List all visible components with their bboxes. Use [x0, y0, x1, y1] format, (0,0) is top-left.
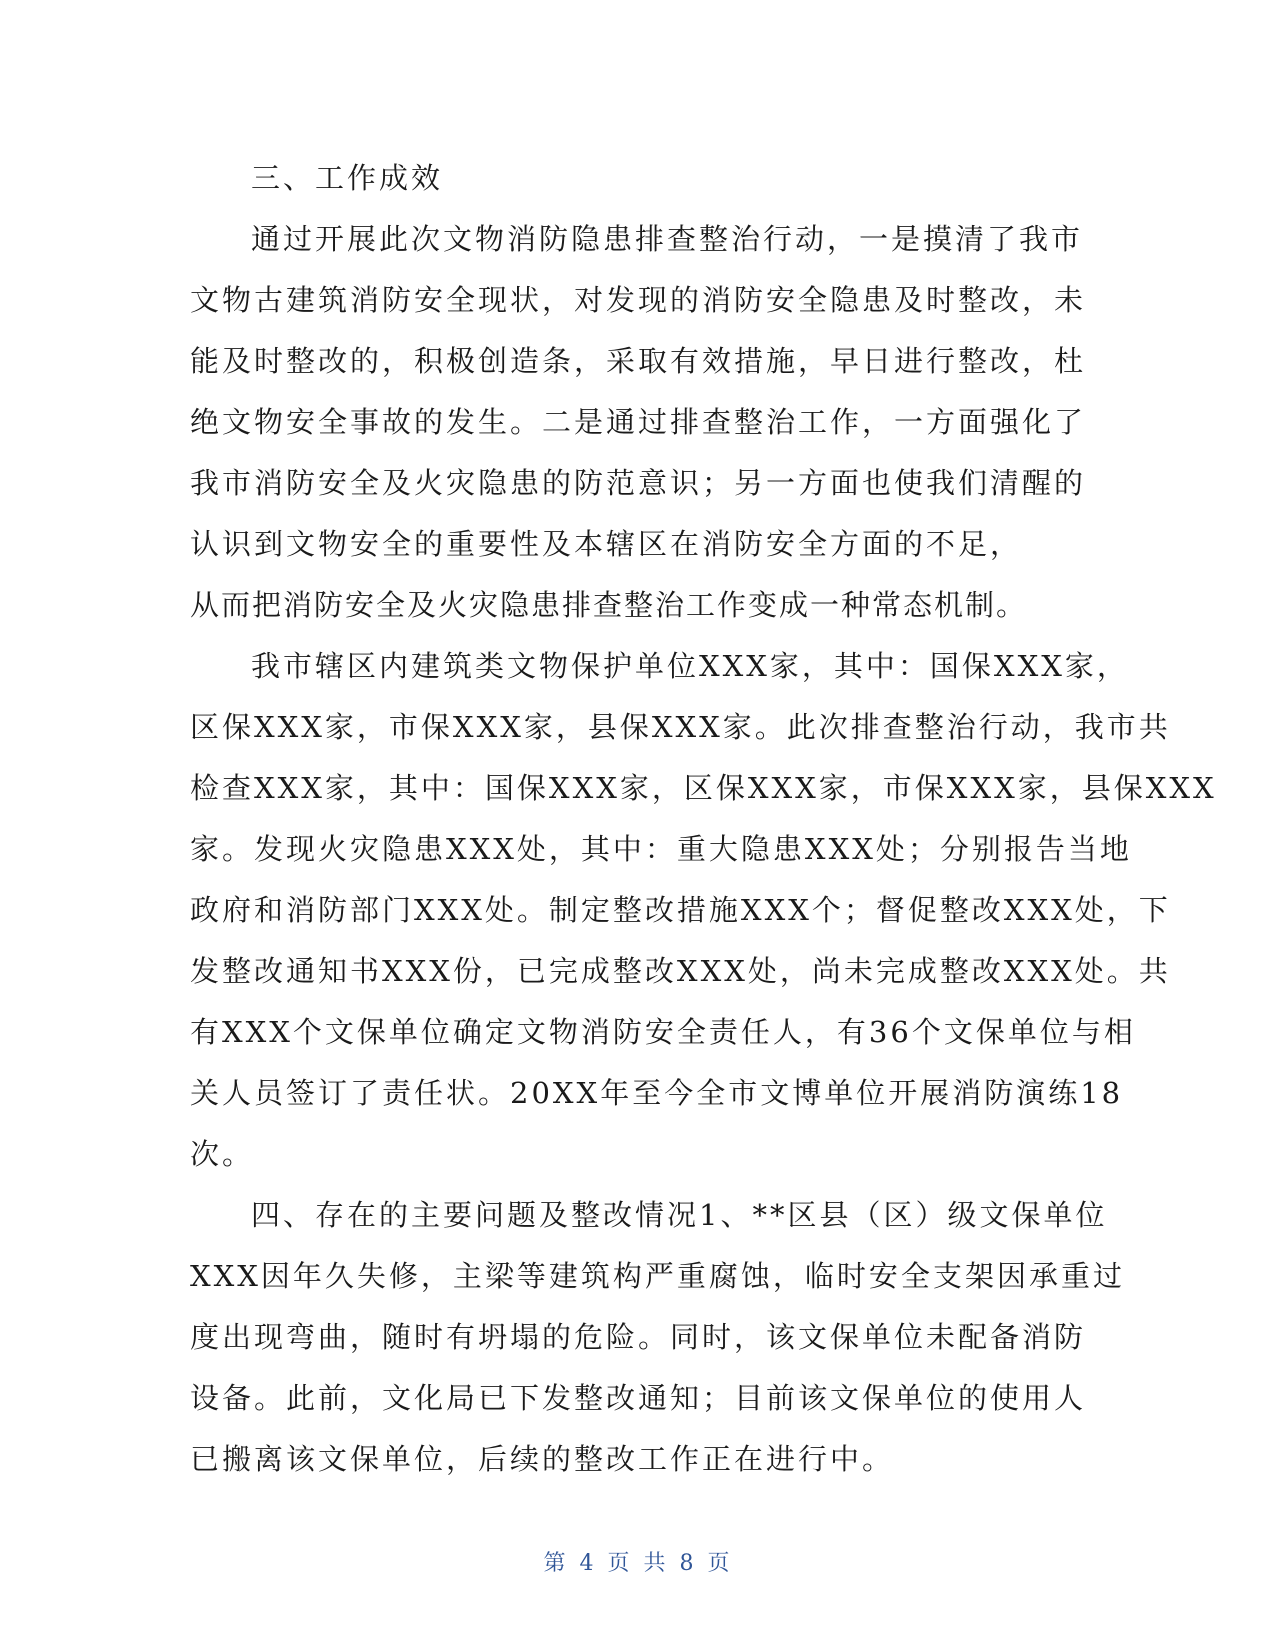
- footer-ye: 页: [607, 1551, 632, 1576]
- paragraph-line: 度出现弯曲，随时有坍塌的危险。同时，该文保单位未配备消防: [190, 1320, 1087, 1354]
- paragraph-line: 从而把消防安全及火灾隐患排查整治工作变成一种常态机制。: [190, 588, 1028, 622]
- paragraph-line: 已搬离该文保单位，后续的整改工作正在进行中。: [190, 1442, 895, 1476]
- paragraph-line: 我市辖区内建筑类文物保护单位XXX家，其中：国保XXX家，: [251, 649, 1129, 683]
- paragraph-line: 能及时整改的，积极创造条，采取有效措施，早日进行整改，杜: [190, 344, 1087, 378]
- footer-di: 第: [543, 1551, 568, 1576]
- paragraph-line: 我市消防安全及火灾隐患的防范意识；另一方面也使我们清醒的: [190, 466, 1087, 500]
- paragraph-line: 设备。此前，文化局已下发整改通知；目前该文保单位的使用人: [190, 1381, 1087, 1415]
- page-footer: [0, 1546, 1275, 1577]
- paragraph-line: 关人员签订了责任状。20XX年至今全市文博单位开展消防演练18: [190, 1076, 1124, 1110]
- footer-gong: 共: [643, 1551, 668, 1576]
- document-body: [190, 148, 1217, 1490]
- footer-page-number: 4: [579, 1551, 596, 1576]
- paragraph-line: 有XXX个文保单位确定文物消防安全责任人，有36个文保单位与相: [190, 1015, 1136, 1049]
- paragraph-line: 通过开展此次文物消防隐患排查整治行动，一是摸清了我市: [251, 222, 1084, 256]
- footer-total-pages: 8: [679, 1551, 696, 1576]
- paragraph-line: XXX因年久失修，主梁等建筑构严重腐蚀，临时安全支架因承重过: [190, 1259, 1125, 1293]
- paragraph-line: 次。: [190, 1137, 255, 1171]
- paragraph-line: 政府和消防部门XXX处。制定整改措施XXX个；督促整改XXX处，下: [190, 893, 1171, 927]
- paragraph-line: 绝文物安全事故的发生。二是通过排查整治工作，一方面强化了: [190, 405, 1087, 439]
- footer-ye-2: 页: [707, 1551, 732, 1576]
- paragraph-line: 家。发现火灾隐患XXX处，其中：重大隐患XXX处；分别报告当地: [190, 832, 1132, 866]
- paragraph-line: 区保XXX家，市保XXX家，县保XXX家。此次排查整治行动，我市共: [190, 710, 1171, 744]
- section-heading-problems: 四、存在的主要问题及整改情况1、**区县（区）级文保单位: [251, 1198, 1108, 1232]
- paragraph-line: 文物古建筑消防安全现状，对发现的消防安全隐患及时整改，未: [190, 283, 1087, 317]
- paragraph-line: 发整改通知书XXX份，已完成整改XXX处，尚未完成整改XXX处。共: [190, 954, 1171, 988]
- paragraph-line: 认识到文物安全的重要性及本辖区在消防安全方面的不足，: [190, 527, 1023, 561]
- paragraph-line: 检查XXX家，其中：国保XXX家，区保XXX家，市保XXX家，县保XXX: [190, 771, 1217, 805]
- section-heading-results: 三、工作成效: [251, 161, 444, 195]
